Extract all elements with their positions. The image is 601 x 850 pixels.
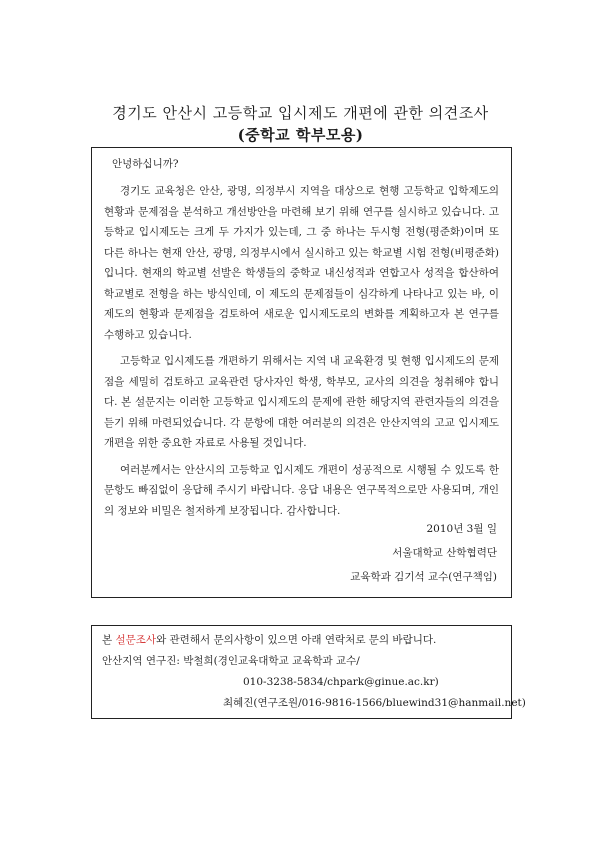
contact-notice-highlight: 설문조사	[115, 634, 157, 646]
contact-notice-prefix: 본	[102, 634, 116, 646]
document-title: 경기도 안산시 고등학교 입시제도 개편에 관한 의견조사	[112, 104, 489, 122]
intro-paragraph-3: 여러분께서는 안산시의 고등학교 입시제도 개편이 성공적으로 시행될 수 있도록 한 문항도 빠짐없이 응답해 주시기 바랍니다. 응답 내용은 연구목적으로만 사용되며, 개인의 정보와 비밀은 철저하게 보장됩니다. 감사합니다.	[104, 463, 499, 517]
letter-date: 2010년 3월 일	[426, 523, 497, 535]
contact-researcher-1-details: 010-3238-5834/chpark@ginue.ac.kr)	[243, 676, 439, 688]
document-subtitle: (중학교 학부모용)	[237, 126, 364, 144]
greeting: 안녕하십니까?	[112, 158, 179, 170]
contact-notice-suffix: 와 관련해서 문의사항이 있으면 아래 연락처로 문의 바랍니다.	[156, 634, 437, 646]
intro-paragraph-2: 고등학교 입시제도를 개편하기 위해서는 지역 내 교육환경 및 현행 입시제도의 문제점을 세밀히 검토하고 교육관련 당사자인 학생, 학부모, 교사의 의견을 청취해야 합니다. 본 설문지는 이러한 고등학교 입시제도의 문제에 관한 해당지역 관련자들의 의견을 듣기 위해 마련되었습니다. 각 문항에 대한 여러분의 의견은 안산지역의 고교 입시제도 개편을 위한 중요한 자료로 사용될 것입니다.	[104, 355, 499, 449]
contact-researcher-2: 최혜진(연구조원/016-9816-1566/bluewind31@hanmail.net)	[223, 697, 526, 709]
letter-researcher: 교육학과 김기석 교수(연구책임)	[350, 571, 497, 583]
letter-organization: 서울대학교 산학협력단	[392, 547, 497, 559]
contact-notice	[102, 630, 501, 651]
contact-info-box	[91, 625, 526, 719]
intro-letter-box	[91, 147, 512, 598]
contact-researcher-1: 안산지역 연구진: 박철희(경인교육대학교 교육학과 교수/	[102, 655, 360, 667]
intro-paragraph-1: 경기도 교육청은 안산, 광명, 의정부시 지역을 대상으로 현행 고등학교 입학제도의 현황과 문제점을 분석하고 개선방안을 마련해 보기 위해 연구를 실시하고 있습니다. 고등학교 입시제도는 크게 두 가지가 있는데, 그 중 하나는 두시형 전형(평준화)이며 또 다른 하나는 현재 안산, 광명, 의정부시에서 실시하고 있는 학교별 시험 전형(비평준화)입니다. 현재의 학교별 선발은 학생들의 중학교 내신성적과 연합고사 성적을 합산하여 학교별로 전형을 하는 방식인데, 이 제도의 문제점들이 심각하게 나타나고 있는 바, 이 제도의 현황과 문제점을 검토하여 새로운 입시제도로의 변화를 계획하고자 본 연구를 수행하고 있습니다.	[104, 185, 500, 341]
